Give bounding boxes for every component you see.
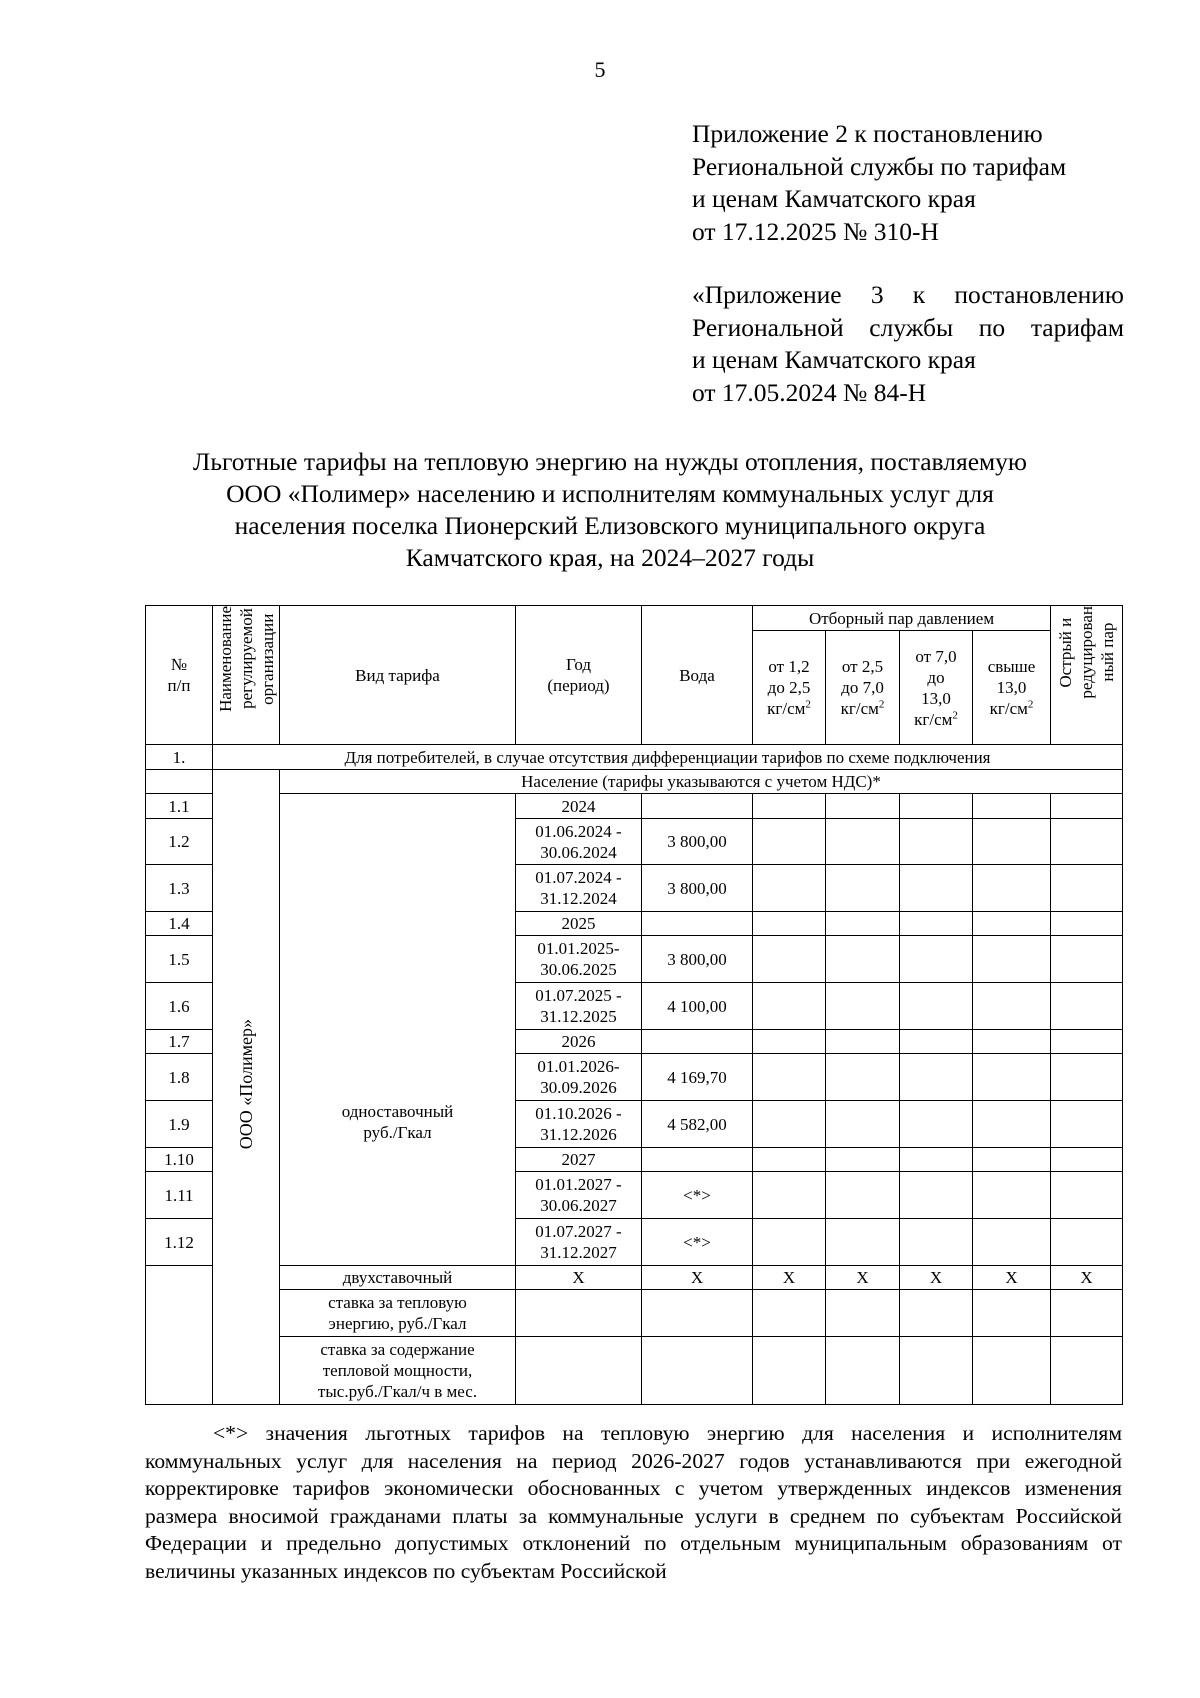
appendix-current <box>692 118 1124 248</box>
x-mark: X <box>900 1266 973 1290</box>
table-cell <box>900 1290 973 1337</box>
header-num: № п/п <box>146 606 213 745</box>
header-org: Наименование регулируемой организации <box>213 606 280 745</box>
table-cell <box>1051 1054 1123 1101</box>
table-cell <box>1051 1219 1123 1266</box>
table-cell <box>900 1030 973 1054</box>
header-steam-2: от 2,5 до 7,0 $кг/см^2$ <box>826 631 900 745</box>
x-mark: X <box>642 1266 753 1290</box>
table-cell <box>826 1054 900 1101</box>
table-cell <box>900 794 973 819</box>
table-cell <box>826 794 900 819</box>
table-cell <box>753 983 826 1030</box>
section-num: 1. <box>146 745 213 770</box>
row-num: 1.12 <box>146 1219 213 1266</box>
table-cell <box>973 794 1051 819</box>
row-num: 1.6 <box>146 983 213 1030</box>
appendix-previous <box>692 279 1124 409</box>
table-cell <box>753 1172 826 1219</box>
table-cell <box>753 1219 826 1266</box>
table-cell <box>1051 1337 1123 1405</box>
table-cell <box>973 1337 1051 1405</box>
table-cell <box>1051 1101 1123 1148</box>
row-num: 1.4 <box>146 912 213 936</box>
row-water <box>642 912 753 936</box>
table-cell <box>973 865 1051 912</box>
table-cell <box>973 1148 1051 1172</box>
table-cell <box>900 1219 973 1266</box>
table-cell <box>1051 819 1123 865</box>
table-cell <box>826 865 900 912</box>
table-cell <box>973 819 1051 865</box>
table-cell <box>146 1266 213 1405</box>
row-water: 3 800,00 <box>642 819 753 865</box>
table-cell <box>826 1172 900 1219</box>
appendix-line: «Приложение 3 к постановлению <box>692 280 1124 309</box>
table-cell <box>516 1290 642 1337</box>
table-cell <box>973 1290 1051 1337</box>
population-title: Население (тарифы указываются с учетом НДС)* <box>280 770 1123 794</box>
table-cell <box>826 1101 900 1148</box>
row-water <box>642 1030 753 1054</box>
row-num: 1.2 <box>146 819 213 865</box>
x-mark: X <box>826 1266 900 1290</box>
x-mark: X <box>753 1266 826 1290</box>
table-cell <box>973 1054 1051 1101</box>
row-period: 01.07.2027 - 31.12.2027 <box>516 1219 642 1266</box>
row-water: 3 800,00 <box>642 936 753 983</box>
table-cell <box>1051 1172 1123 1219</box>
section-row <box>146 745 1123 770</box>
table-cell <box>973 983 1051 1030</box>
table-cell <box>146 770 213 794</box>
row-water: <*> <box>642 1219 753 1266</box>
row-period: 01.10.2026 - 31.12.2026 <box>516 1101 642 1148</box>
x-mark: X <box>1051 1266 1123 1290</box>
table-row <box>146 1290 1123 1337</box>
appendix-line: от 17.12.2025 № 310-Н <box>692 216 939 246</box>
row-period: 01.06.2024 - 30.06.2024 <box>516 819 642 865</box>
table-cell <box>973 1101 1051 1148</box>
header-year: Год (период) <box>516 606 642 745</box>
table-cell <box>973 936 1051 983</box>
row-water: <*> <box>642 1172 753 1219</box>
table-cell <box>900 1337 973 1405</box>
table-cell <box>826 912 900 936</box>
table-cell <box>1051 1030 1123 1054</box>
table-cell <box>900 936 973 983</box>
table-cell <box>1051 983 1123 1030</box>
appendix-line: Приложение 2 к постановлению <box>692 119 1043 148</box>
table-cell <box>642 1290 753 1337</box>
header-sharp-steam: Острый и редуцирован ный пар <box>1051 606 1123 745</box>
table-cell <box>753 1290 826 1337</box>
table-cell <box>900 1054 973 1101</box>
title-line: населения поселка Пионерский Елизовского муниципального округа <box>234 511 986 540</box>
footnote <box>145 1420 1122 1585</box>
header-water: Вода <box>642 606 753 745</box>
population-row <box>146 770 1123 794</box>
table-cell <box>1051 865 1123 912</box>
table-cell <box>753 1030 826 1054</box>
table-cell <box>753 1054 826 1101</box>
table-cell <box>900 819 973 865</box>
row-period: 01.01.2026- 30.09.2026 <box>516 1054 642 1101</box>
table-cell <box>753 1101 826 1148</box>
table-cell <box>753 819 826 865</box>
header-steam-4: свыше 13,0 $кг/см^2$ <box>973 631 1051 745</box>
capacity-rate-label: ставка за содержание тепловой мощности, тыс.руб./Гкал/ч в мес. <box>280 1337 516 1405</box>
table-cell <box>753 794 826 819</box>
row-period: 2026 <box>516 1030 642 1054</box>
table-cell <box>900 1172 973 1219</box>
header-row <box>146 606 1123 631</box>
table-row <box>146 1337 1123 1405</box>
table-cell <box>900 1148 973 1172</box>
table-cell <box>1051 794 1123 819</box>
header-steam-group: Отборный пар давлением <box>753 606 1051 631</box>
page-number: 5 <box>594 57 606 82</box>
row-water <box>642 794 753 819</box>
table-cell <box>973 1030 1051 1054</box>
row-period: 2024 <box>516 794 642 819</box>
table-cell <box>642 1337 753 1405</box>
table-cell <box>973 1219 1051 1266</box>
row-num: 1.10 <box>146 1148 213 1172</box>
title-line: Камчатского края, на 2024–2027 годы <box>405 543 815 572</box>
row-num: 1.9 <box>146 1101 213 1148</box>
row-water: 4 582,00 <box>642 1101 753 1148</box>
org-name-cell: ООО «Полимер» <box>213 770 280 1405</box>
table-cell <box>753 1337 826 1405</box>
single-rate-cell: одноставочный руб./Гкал <box>280 794 516 1266</box>
table-cell <box>826 819 900 865</box>
title-line: Льготные тарифы на тепловую энергию на нужды отопления, поставляемую <box>193 447 1027 476</box>
footnote-text: <*> значения льготных тарифов на тепловую энергию для населения и исполнителям коммунальных услуг для населения на период 2026-2027 годов устанавливаются при ежегодной корректировке тарифов экономически обоснованных с учетом утвержденных индексов изменения размера вносимой гражданами платы за коммунальные услуги в среднем по субъектам Российской Федерации и предельно допустимых отклонений по отдельным муниципальным образованиям от величины указанных индексов по субъектам Российской <box>145 1421 1122 1583</box>
table-cell <box>753 865 826 912</box>
table-cell <box>900 912 973 936</box>
header-tariff-type: Вид тарифа <box>280 606 516 745</box>
row-num: 1.8 <box>146 1054 213 1101</box>
row-period: 01.07.2025 - 31.12.2025 <box>516 983 642 1030</box>
header-steam-3: от 7,0 до 13,0 $кг/см^2$ <box>900 631 973 745</box>
two-rate-row <box>146 1266 1123 1290</box>
two-rate-label: двухставочный <box>280 1266 516 1290</box>
row-num: 1.1 <box>146 794 213 819</box>
table-cell <box>826 1290 900 1337</box>
row-period: 01.01.2025- 30.06.2025 <box>516 936 642 983</box>
table-cell <box>973 912 1051 936</box>
x-mark: X <box>516 1266 642 1290</box>
table-cell <box>1051 1148 1123 1172</box>
table-cell <box>826 1148 900 1172</box>
table-cell <box>753 936 826 983</box>
row-num: 1.3 <box>146 865 213 912</box>
table-cell <box>900 865 973 912</box>
heat-rate-label: ставка за тепловую энергию, руб./Гкал <box>280 1290 516 1337</box>
table-cell <box>826 936 900 983</box>
tariff-table <box>145 605 1123 1405</box>
section-title: Для потребителей, в случае отсутствия дифференциации тарифов по схеме подключения <box>213 745 1123 770</box>
table-cell <box>900 1101 973 1148</box>
row-water: 4 100,00 <box>642 983 753 1030</box>
row-period: 2027 <box>516 1148 642 1172</box>
title-line: ООО «Полимер» населению и исполнителям коммунальных услуг для <box>226 479 994 508</box>
table-cell <box>900 983 973 1030</box>
x-mark: X <box>973 1266 1051 1290</box>
table-row <box>146 794 1123 819</box>
row-num: 1.7 <box>146 1030 213 1054</box>
header-steam-1: от 1,2 до 2,5 $кг/см^2$ <box>753 631 826 745</box>
table-cell <box>973 1172 1051 1219</box>
row-num: 1.11 <box>146 1172 213 1219</box>
row-num: 1.5 <box>146 936 213 983</box>
table-cell <box>1051 936 1123 983</box>
appendix-line: Региональной службы по тарифам <box>692 312 1124 342</box>
row-water: 4 169,70 <box>642 1054 753 1101</box>
table-cell <box>826 1219 900 1266</box>
appendix-header <box>692 118 1124 409</box>
table-cell <box>516 1337 642 1405</box>
table-cell <box>1051 1290 1123 1337</box>
table-cell <box>753 912 826 936</box>
table-cell <box>1051 912 1123 936</box>
table-cell <box>826 1030 900 1054</box>
table-cell <box>826 983 900 1030</box>
appendix-line: и ценам Камчатского края <box>692 184 976 213</box>
appendix-line: и ценам Камчатского края <box>692 345 976 374</box>
table-cell <box>826 1337 900 1405</box>
table-cell <box>753 1148 826 1172</box>
row-water <box>642 1148 753 1172</box>
row-period: 01.01.2027 - 30.06.2027 <box>516 1172 642 1219</box>
row-water: 3 800,00 <box>642 865 753 912</box>
document-title <box>140 446 1080 574</box>
row-period: 2025 <box>516 912 642 936</box>
appendix-line: Региональной службы по тарифам <box>692 151 1067 181</box>
appendix-line: от 17.05.2024 № 84-Н <box>692 377 927 407</box>
row-period: 01.07.2024 - 31.12.2024 <box>516 865 642 912</box>
